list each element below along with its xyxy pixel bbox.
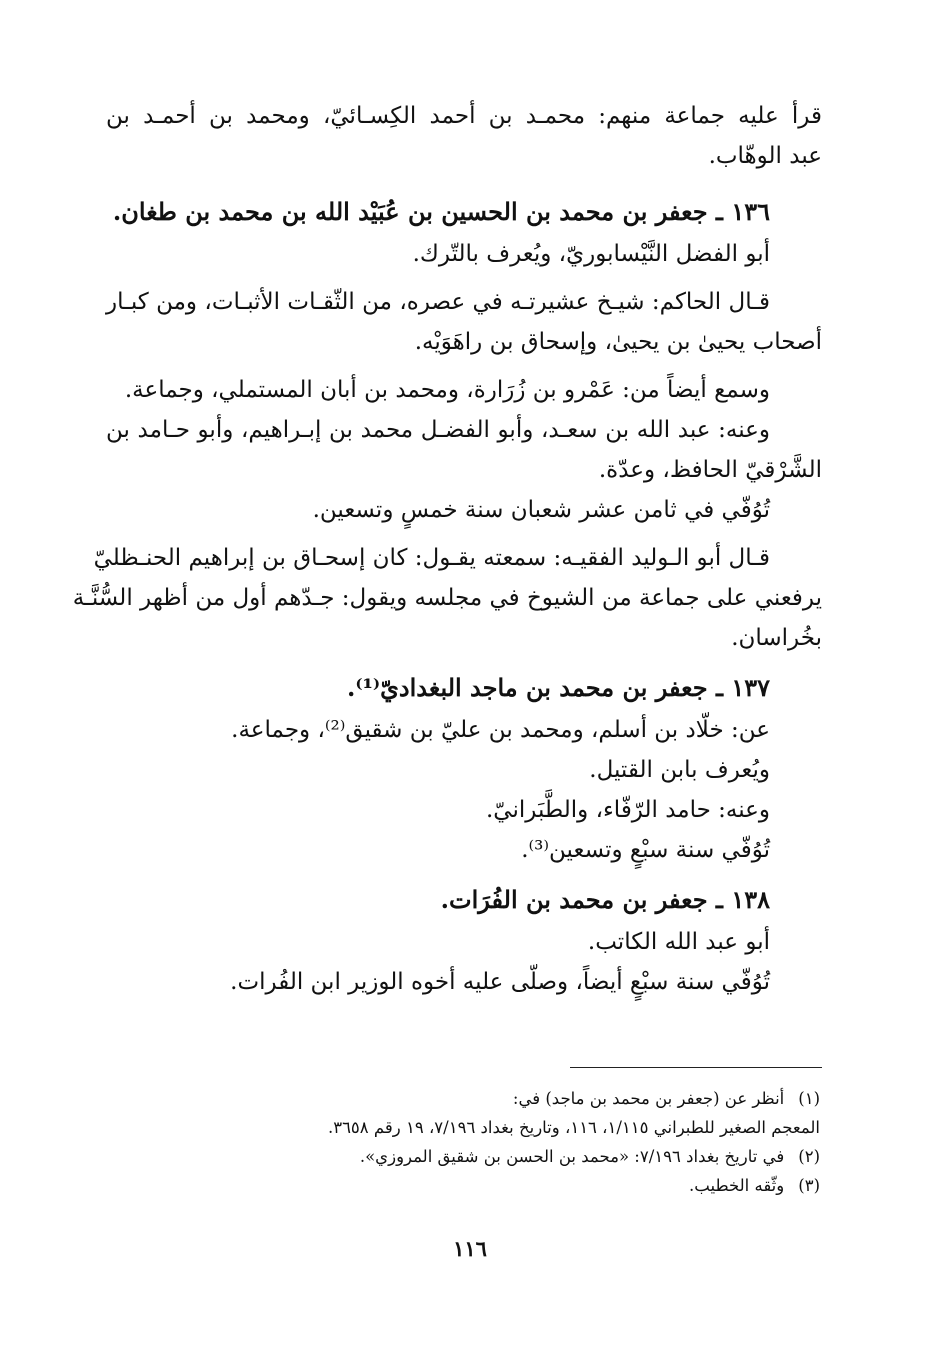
footnote-2 bbox=[120, 1142, 820, 1171]
paragraph-line: قـال الحاكم: شيـخ عشيرتـه في عصره، من الثّقـات الأثبـات، ومن كبـار bbox=[106, 289, 770, 315]
paragraph-line: قرأ عليه جماعة منهم: محمـد بن أحمد الكِسـائيّ، ومحمد بن أحمـد بن bbox=[106, 103, 822, 129]
main-text-column bbox=[72, 96, 822, 1002]
paragraph-line: عبد الوهّاب. bbox=[708, 143, 822, 169]
spacer bbox=[106, 274, 822, 282]
paragraph-line: وسمع أيضاً من: عَمْرو بن زُرَارة، ومحمد بن أبان المستملي، وجماعة. bbox=[124, 377, 770, 403]
spacer bbox=[106, 870, 822, 878]
entry-line: أبو عبد الله الكاتب. bbox=[587, 929, 770, 955]
entry-heading-137: ١٣٧ ـ جعفر بن محمد بن ماجد البغداديّ⁽¹⁾. bbox=[346, 673, 770, 702]
spacer bbox=[106, 658, 822, 666]
spacer bbox=[106, 176, 822, 190]
paragraph-line: وعنه: عبد الله بن سعـد، وأبو الفضـل محمد بن إبـراهيم، وأبو حـامد بن bbox=[106, 417, 770, 443]
spacer bbox=[106, 530, 822, 538]
footnote-1-continuation: المعجم الصغير للطبراني ١/١١٥، ١١٦، وتاريخ بغداد ٧/١٩٦، ١٩ رقم ٣٦٥٨. bbox=[327, 1118, 820, 1137]
footnote-3 bbox=[120, 1171, 820, 1200]
entry-line: وعنه: حامد الرّفّاء، والطَّبَرانيّ. bbox=[485, 797, 770, 823]
entry-line: تُوُفّي سنة سبْعٍ وتسعين⁽³⁾. bbox=[521, 837, 770, 863]
paragraph-line: أصحاب يحيىٰ بن يحيىٰ، وإسحاق بن راهَوَيْه. bbox=[414, 329, 822, 355]
paragraph-line: تُوُفّي في ثامن عشر شعبان سنة خمسٍ وتسعين. bbox=[312, 497, 770, 523]
page-number: ١١٦ bbox=[453, 1236, 487, 1261]
paragraph-line: بخُراسان. bbox=[731, 625, 822, 651]
footnote-number: (٢) bbox=[798, 1147, 820, 1166]
footnote-number: (٣) bbox=[798, 1176, 820, 1195]
footnotes-section bbox=[120, 1084, 820, 1200]
paragraph-line: الشَّرْقيّ الحافظ، وعدّة. bbox=[598, 457, 822, 483]
footnote-text: وثّقه الخطيب. bbox=[689, 1176, 785, 1195]
entry-heading-136: ١٣٦ ـ جعفر بن محمد بن الحسين بن عُبَيْد الله بن محمد بن طغان. bbox=[112, 197, 770, 226]
paragraph-line: يرفعني على جماعة من الشيوخ في مجلسه ويقول: جـدّهم أول من أظهر السُّنَّـة bbox=[72, 585, 822, 611]
entry-heading-138: ١٣٨ ـ جعفر بن محمد بن الفُرَات. bbox=[440, 885, 770, 914]
footnote-number: (١) bbox=[798, 1089, 820, 1108]
paragraph-line: قـال أبو الـوليد الفقيـه: سمعته يقـول: كان إسحـاق بن إبراهيم الحنـظليّ bbox=[93, 545, 770, 571]
entry-line: أبو الفضل النَّيْسابوريّ، ويُعرف بالتّرك. bbox=[412, 241, 770, 267]
footnote-text: أنظر عن (جعفر بن محمد بن ماجد) في: bbox=[512, 1089, 785, 1108]
footnote-1 bbox=[120, 1084, 820, 1113]
entry-line: عن: خلّاد بن أسلم، ومحمد بن عليّ بن شقيق⁽²⁾، وجماعة. bbox=[231, 717, 770, 743]
entry-line: ويُعرف بابن القتيل. bbox=[589, 757, 770, 783]
footnote-divider bbox=[570, 1067, 822, 1068]
footnote-text: في تاريخ بغداد ٧/١٩٦: «محمد بن الحسن بن شقيق المروزي». bbox=[359, 1147, 785, 1166]
entry-line: تُوُفّي سنة سبْعٍ أيضاً، وصلّى عليه أخوه الوزير ابن الفُرات. bbox=[230, 969, 770, 995]
spacer bbox=[106, 362, 822, 370]
